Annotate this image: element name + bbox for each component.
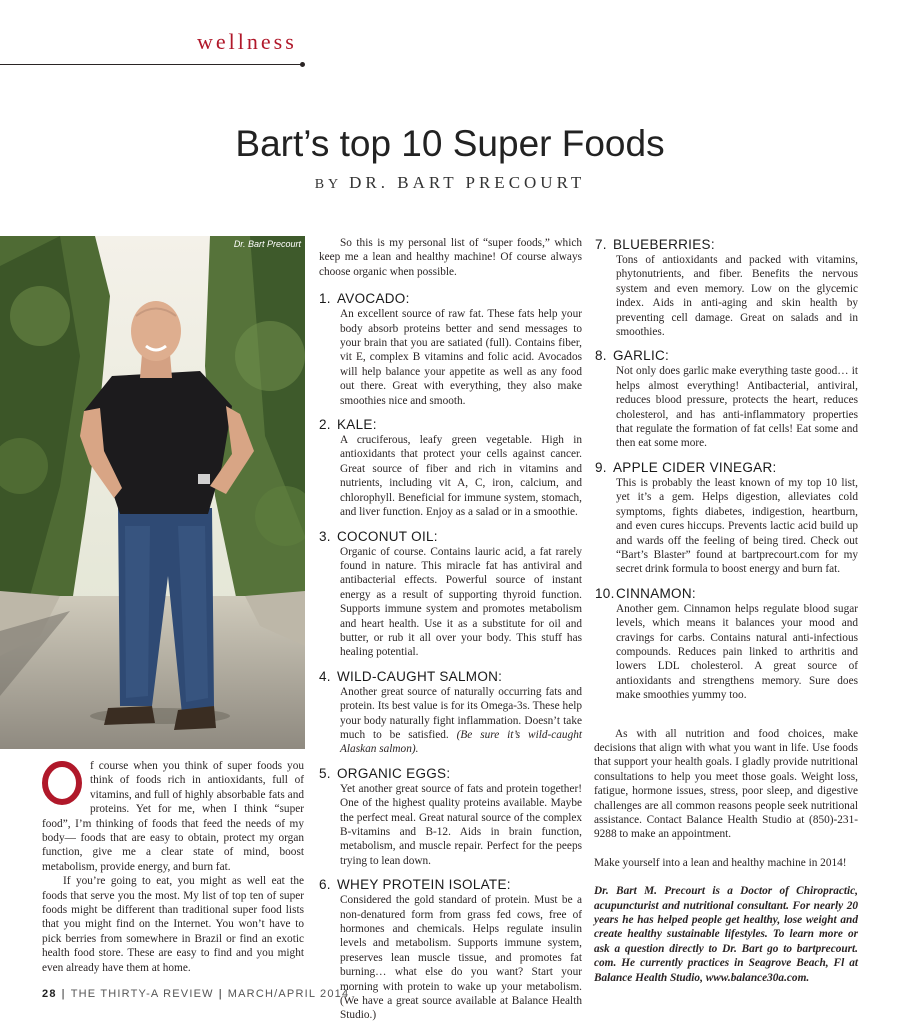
intro-paragraph-2: If you’re going to eat, you might as well eat the foods that serve you the most. My list of top ten of super foods might be different than traditional super food lists that you might find on the Internet. You won’t have to pick berries from somewhere in Brazil or find an exotic health food store. These are easy to find and you might even already have them at home. bbox=[42, 875, 304, 974]
photo-credit: Dr. Bart Precourt bbox=[233, 239, 301, 249]
list-column-2 bbox=[595, 236, 858, 999]
author-photo bbox=[0, 236, 305, 749]
super-food-item bbox=[319, 416, 582, 519]
item-number: 6. bbox=[319, 877, 331, 893]
item-body: This is probably the least known of my top 10 list, yet it’s a gem. Helps digestion, alleviates cold symptoms, fights diabetes, indigestion, heartburn, and even cures hiccups. Prevents lactic acid build up and wards off the feeling of being tired. Check out “Bart’s Blaster” found at bartprecourt.com for my secret drink formula to boost energy and burn fat. bbox=[616, 476, 858, 576]
byline-by: BY bbox=[314, 177, 342, 192]
item-title: ORGANIC EGGS: bbox=[337, 765, 451, 781]
list-column-1 bbox=[319, 236, 582, 1031]
super-food-item bbox=[595, 236, 858, 339]
issue-date: MARCH/APRIL 2014 bbox=[227, 988, 350, 1000]
article-title: Bart’s top 10 Super Foods bbox=[235, 123, 665, 164]
item-heading bbox=[319, 528, 582, 545]
super-food-item bbox=[319, 290, 582, 408]
closing-slogan: Make yourself into a lean and healthy machine in 2014! bbox=[594, 856, 847, 869]
super-food-item bbox=[319, 876, 582, 1023]
item-heading bbox=[595, 585, 858, 602]
footer-separator: | bbox=[218, 988, 223, 1000]
dropcap-o bbox=[40, 761, 84, 805]
footer-separator: | bbox=[61, 988, 66, 1000]
magazine-name: THE THIRTY-A REVIEW bbox=[70, 988, 214, 1000]
item-heading bbox=[595, 236, 858, 253]
item-title: COCONUT OIL: bbox=[337, 528, 438, 544]
item-heading bbox=[319, 668, 582, 685]
closing-section bbox=[594, 727, 858, 986]
super-food-item bbox=[319, 528, 582, 660]
item-title: BLUEBERRIES: bbox=[613, 237, 715, 252]
item-heading bbox=[595, 459, 858, 476]
item-body: Tons of antioxidants and packed with vitamins, phytonutrients, and fiber. Benefits the nervous system and even memory. Low on the glycemic index. Aids in anti-aging and skin health by preventing cell damage. Great on salads and in smoothies. bbox=[616, 254, 858, 339]
closing-paragraph: As with all nutrition and food choices, make decisions that align with what you want in life. Use foods that support your health goals. I gladly provide nutritional consultations to help you meet those goals. Weight loss, fatigue, hormone issues, stress, poor sleep, and digestive challenges are all common reasons people seek nutritional assistance. Contact Balance Health Studio at (850)-231-9288 to make an appointment. bbox=[594, 727, 858, 841]
intro-paragraph-1: f course when you think of super foods you think of foods rich in antioxidants, full of vitamins, and full of highly absorbable fats and proteins. Yet for me, when I think “super food”, I’m thinking of foods that feed the needs of my body— foods that are easy to obtain, protect my organ function, give me a clear state of mind, boost metabolism, provide energy, and burn fat. bbox=[42, 760, 304, 873]
item-number: 3. bbox=[319, 528, 331, 544]
item-number: 10. bbox=[595, 585, 615, 601]
item-body: Organic of course. Contains lauric acid, a fat rarely found in nature. This miracle fat has antiviral and antibacterial effects. Powerful source of instant energy as a result of supporting thyroid function. Supports immune system and promotes metabolism and heart health. Use it as a substitute for oil and butter, or rub it all over your body. This stuff has healing potential. bbox=[340, 545, 582, 659]
item-title: WHEY PROTEIN ISOLATE: bbox=[337, 877, 511, 893]
super-food-item bbox=[319, 668, 582, 757]
item-title: KALE: bbox=[337, 417, 377, 433]
item-number: 5. bbox=[319, 765, 331, 781]
item-body: Not only does garlic make everything taste good… it helps almost everything! Antibacterial, antiviral, reduces blood pressure, protects the heart, reduces cholesterol, and has anti-inflammatory properties that regulate the formation of fat cells! Eat some and then eat some more. bbox=[616, 365, 858, 450]
intro-column bbox=[42, 759, 304, 975]
item-number: 4. bbox=[319, 668, 331, 684]
item-note: (Be sure it’s wild-caught Alaskan salmon). bbox=[340, 728, 583, 756]
byline-author: DR. BART PRECOURT bbox=[349, 173, 586, 192]
super-food-item bbox=[595, 459, 858, 577]
section-rule-dot bbox=[300, 62, 305, 67]
section-rule bbox=[0, 64, 304, 65]
item-heading bbox=[319, 876, 582, 893]
list-intro: So this is my personal list of “super foods,” which keep me a lean and healthy machine! Of course always choose organic when possible. bbox=[319, 237, 582, 278]
item-body bbox=[340, 685, 582, 757]
item-body: An excellent source of raw fat. These fats help your body absorb proteins better and send messages to your brain that you are satiated (full). Contains fiber, vit E, complex B vitamins and folic acid. Avocados will help balance your appetite as well as any food out there. Great with everything, they also make smoothies nice and smooth. bbox=[340, 308, 582, 407]
item-body: A cruciferous, leafy green vegetable. High in antioxidants that protect your cells against cancer. Great source of fiber and rich in vitamins and nutrients, including vit A, C, iron, calcium, and chlorophyll. Beneficial for immune system, stomach, and liver function. Enjoy as a salad or in a smoothie. bbox=[340, 434, 582, 519]
super-food-item bbox=[595, 347, 858, 450]
item-body: Another gem. Cinnamon helps regulate blood sugar levels, which means it balances your mood and cravings for carbs. Contains natural anti-infectious compounds. Reduces pain linked to arthritis and lowers LDL cholesterol. A great source of antioxidants and strengthens memory. Sure does make smoothies yummy too. bbox=[616, 602, 858, 702]
item-number: 2. bbox=[319, 417, 331, 433]
section-label: wellness bbox=[197, 29, 297, 54]
super-food-item bbox=[319, 765, 582, 868]
item-title: APPLE CIDER VINEGAR: bbox=[613, 459, 777, 475]
item-number: 8. bbox=[595, 348, 607, 364]
author-photo-illustration bbox=[0, 236, 305, 749]
item-title: AVOCADO: bbox=[337, 291, 410, 307]
page-number: 28 bbox=[42, 988, 57, 1000]
item-body: Considered the gold standard of protein. Must be a non-denatured form from grass fed cows, free of hormones and chemicals. Helps regulate insulin levels and metabolism. Supports immune system, preserves lean muscle tissue, and promotes fat burning… what else do you want? Start your morning with protein to wake up your metabolism. (We have a great source available at Balance Health Studio.) bbox=[340, 894, 582, 1022]
item-body-text: Another great source of naturally occurring fats and protein. Its best value is for its Omega-3s. These help your body naturally fight inflammation. Doesn’t take much to be satisfied. bbox=[340, 685, 582, 741]
item-title: CINNAMON: bbox=[616, 585, 696, 601]
item-heading bbox=[319, 765, 582, 782]
item-number: 1. bbox=[319, 291, 331, 307]
byline bbox=[0, 173, 900, 193]
page-footer bbox=[42, 988, 349, 1000]
super-food-item bbox=[595, 585, 858, 703]
item-heading bbox=[319, 290, 582, 307]
item-title: GARLIC: bbox=[613, 348, 670, 364]
item-number: 7. bbox=[595, 237, 607, 252]
author-bio: Dr. Bart M. Precourt is a Doctor of Chiropractic, acupuncturist and nutritional consultant. For nearly 20 years he has helped people get healthy, lose weight and create healthy sustainable lifestyles. To learn more or ask a question directly to Dr. Bart go to bartprecourt. com. He currently practices in Seagrove Beach, Fl at Balance Health Studio, www.balance30a.com. bbox=[594, 885, 858, 984]
item-title: WILD-CAUGHT SALMON: bbox=[337, 668, 503, 684]
item-number: 9. bbox=[595, 459, 607, 475]
item-heading bbox=[319, 416, 582, 433]
item-body: Yet another great source of fats and protein together! One of the highest quality proteins available. Maybe the perfect meal. Great natural source of the complex B-vitamins and B-12. Aids in brain function, metabolism, and muscle repair. Perfect for the peeps trying to lean down. bbox=[340, 782, 582, 867]
item-heading bbox=[595, 347, 858, 364]
